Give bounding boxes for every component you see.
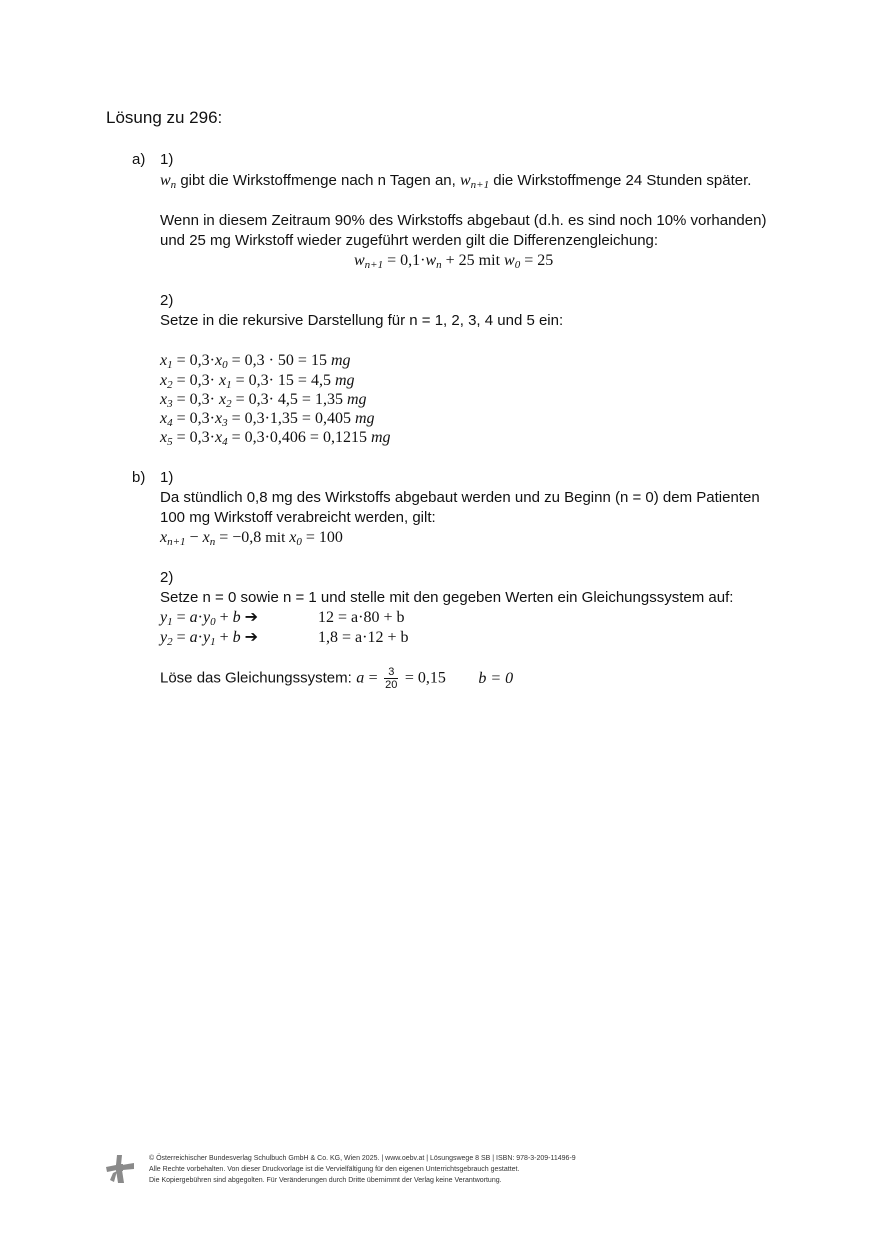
part-a1-definition: $w_n$ gibt die Wirkstoffmenge nach n Tagen an, $w_{n+1}$ die Wirkstoffmenge 24 Stunden später. <box>160 172 752 191</box>
footer-disclaimer: Die Kopiergebühren sind abgegolten. Für Veränderungen durch Dritte übernimmt der Verlag keine Verantwortung. <box>149 1177 502 1184</box>
system-line-2-left: $y_2 = a\cdot y_1 + b$ ➔ <box>160 629 259 648</box>
part-b2-intro: Setze n = 0 sowie n = 1 und stelle mit den gegeben Werten ein Gleichungssystem auf: <box>160 589 734 606</box>
page-title: Lösung zu 296: <box>106 108 223 127</box>
system-line-1-left: $y_1 = a\cdot y_0 + b$ ➔ <box>160 609 259 628</box>
part-a2-intro: Setze in die rekursive Darstellung für n = 1, 2, 3, 4 und 5 ein: <box>160 312 564 329</box>
part-b1-number: 1) <box>160 469 174 486</box>
recursion-line-4: $x_4 = 0,3\cdot x_3 = 0,3\cdot 1,35 = 0,405$ mg <box>160 410 375 429</box>
part-b-label: b) <box>132 469 146 486</box>
part-b1-equation: $x_{n+1} - x_n = -0,8$ mit $x_0 = 100$ <box>160 529 343 548</box>
part-b1-text-1: Da stündlich 0,8 mg des Wirkstoffs abgebaut werden und zu Beginn (n = 0) dem Patienten <box>160 489 760 506</box>
arrow-icon: ➔ <box>244 609 259 626</box>
system-line-1-right: 12 = a·80 + b <box>318 609 405 626</box>
part-b2-number: 2) <box>160 569 174 586</box>
recursion-line-1: $x_1 = 0,3\cdot x_0 = 0,3 \cdot 50 = 15$ mg <box>160 352 351 371</box>
part-a1-number: 1) <box>160 151 174 168</box>
arrow-icon: ➔ <box>244 629 259 646</box>
recursion-line-2: $x_2 = 0,3\cdot x_1 = 0,3\cdot 15 = 4,5$ mg <box>160 372 355 391</box>
part-a-label: a) <box>132 151 146 168</box>
part-a1-text-2: und 25 mg Wirkstoff wieder zugeführt werden gilt die Differenzengleichung: <box>160 232 659 249</box>
part-a2-number: 2) <box>160 292 174 309</box>
solution-line: Löse das Gleichungssystem: a = $\frac{3}{20}$ = 0,15 b = 0 <box>160 666 514 691</box>
system-line-2-right: 1,8 = a·12 + b <box>318 629 409 646</box>
recursion-line-5: $x_5 = 0,3\cdot x_4 = 0,3\cdot 0,406 = 0,1215$ mg <box>160 429 391 448</box>
publisher-logo-icon <box>104 1153 136 1185</box>
footer-copyright: © Österreichischer Bundesverlag Schulbuch GmbH & Co. KG, Wien 2025. | www.oebv.at | Lösungswege 8 SB | ISBN: 978-3-209-11496-9 <box>149 1155 576 1162</box>
footer-rights: Alle Rechte vorbehalten. Von dieser Druckvorlage ist die Vervielfältigung für den eigenen Unterrichtsgebrauch gestattet. <box>149 1166 520 1173</box>
part-b1-text-2: 100 mg Wirkstoff verabreicht werden, gilt: <box>160 509 436 526</box>
difference-equation: $w_{n+1} = 0,1\cdot w_n + 25$ mit $w_0 = 25$ <box>354 252 554 271</box>
part-a1-text-1: Wenn in diesem Zeitraum 90% des Wirkstoffs abgebaut (d.h. es sind noch 10% vorhanden) <box>160 212 767 229</box>
fraction: $\frac{3}{20}$ <box>385 666 398 691</box>
recursion-line-3: $x_3 = 0,3\cdot x_2 = 0,3\cdot 4,5 = 1,35$ mg <box>160 391 367 410</box>
